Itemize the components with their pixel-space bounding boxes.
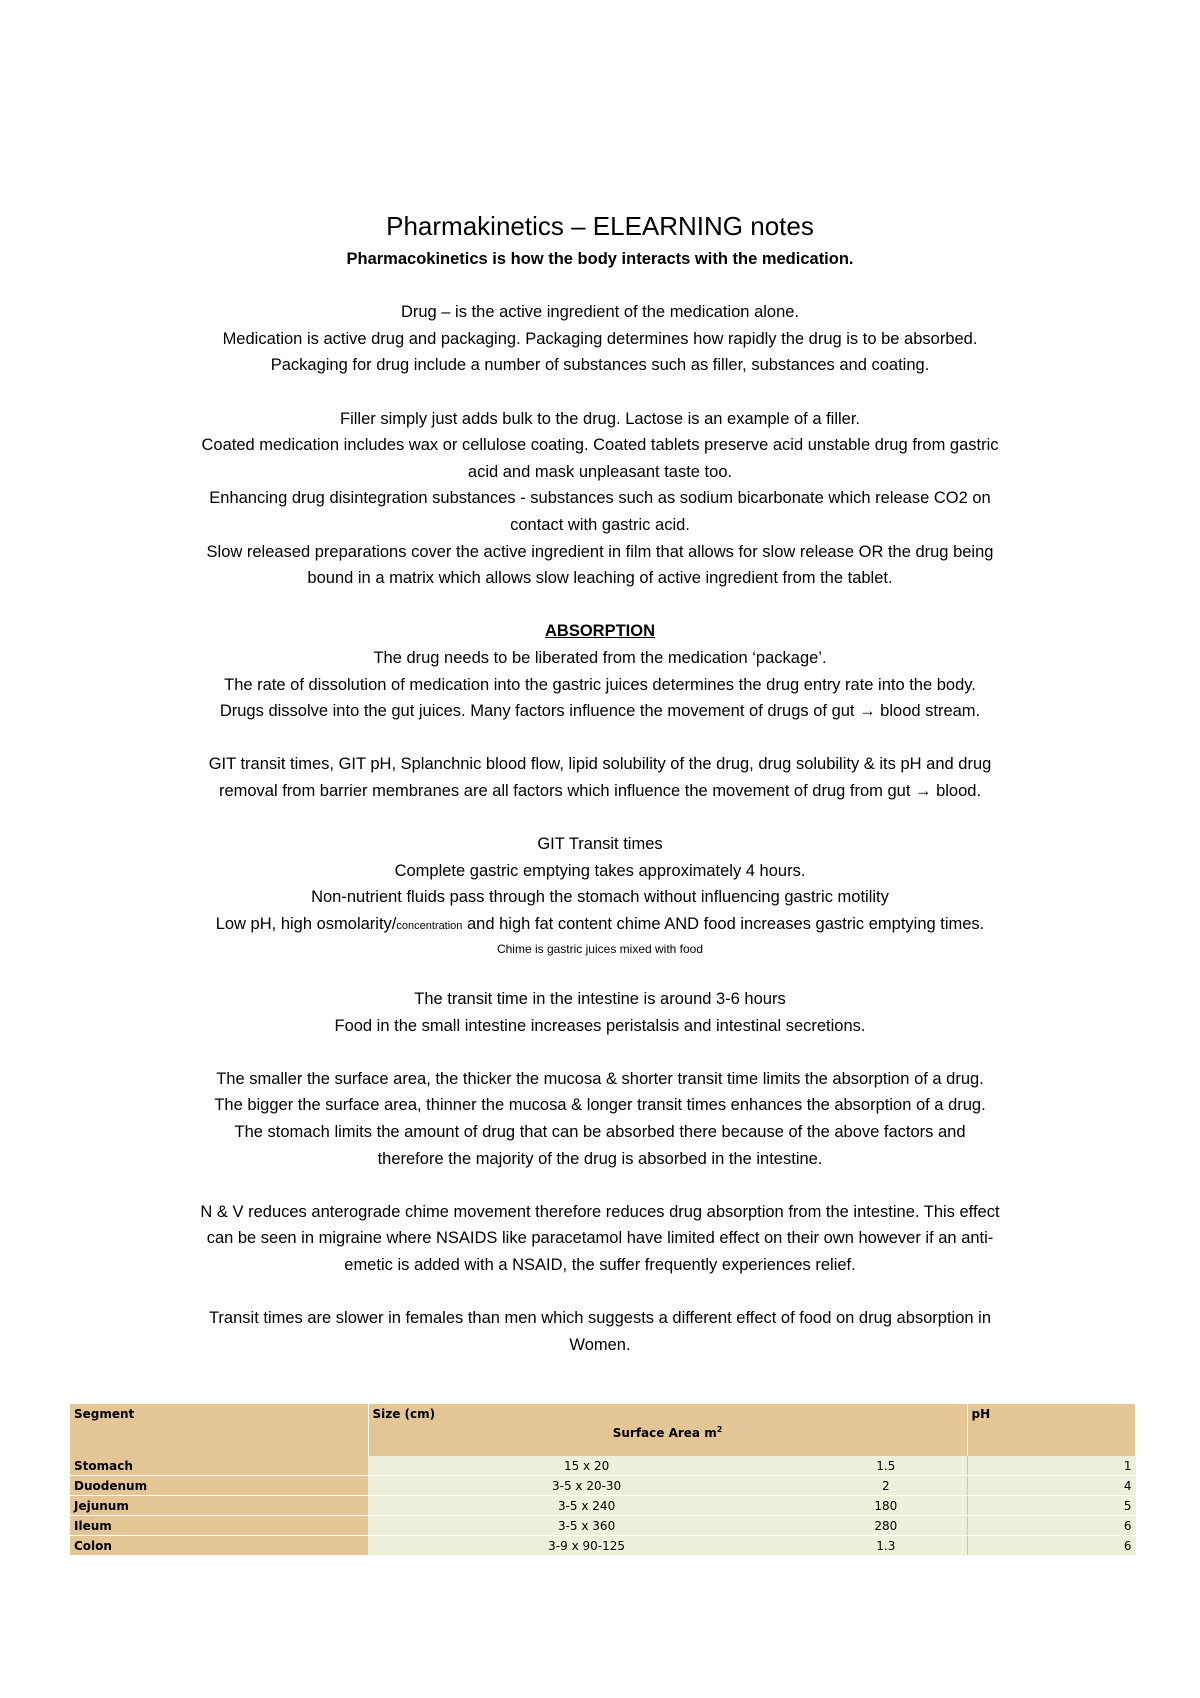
spacer bbox=[140, 725, 1060, 752]
intro-line: Pharmacokinetics is how the body interacts with the medication. bbox=[346, 250, 854, 268]
cell-size: 3-5 x 20-30 bbox=[368, 1476, 805, 1496]
header-area-sup: 2 bbox=[716, 1425, 723, 1434]
transit-text: Low pH, high osmolarity/ bbox=[215, 914, 397, 933]
table-row bbox=[70, 1516, 1136, 1536]
chime-note: Chime is gastric juices mixed with food bbox=[496, 942, 704, 957]
drug-line: Packaging for drug include a number of substances such as filler, substances and coating. bbox=[270, 356, 930, 375]
absorption-heading: ABSORPTION bbox=[544, 622, 655, 641]
table-row bbox=[70, 1476, 1136, 1496]
spacer bbox=[140, 1172, 1060, 1199]
surface-line: The smaller the surface area, the thicker the mucosa & shorter transit time limits the absorption of a drug. bbox=[216, 1069, 984, 1088]
cell-segment: Jejunum bbox=[70, 1496, 368, 1516]
transit-line bbox=[140, 911, 1060, 940]
cell-segment: Ileum bbox=[70, 1516, 368, 1536]
surface-line: The stomach limits the amount of drug that can be absorbed there because of the above factors and bbox=[234, 1123, 966, 1141]
cell-ph: 4 bbox=[967, 1476, 1136, 1496]
cell-segment: Stomach bbox=[70, 1456, 368, 1476]
cell-ph: 6 bbox=[967, 1536, 1136, 1556]
factors-line: removal from barrier membranes are all factors which influence the movement of drug from gut → blood. bbox=[218, 781, 982, 800]
spacer bbox=[140, 959, 1060, 986]
gender-line: Women. bbox=[569, 1335, 631, 1354]
cell-ph: 5 bbox=[967, 1496, 1136, 1516]
cell-segment: Colon bbox=[70, 1536, 368, 1556]
cell-ph: 1 bbox=[967, 1456, 1136, 1476]
table-row bbox=[70, 1536, 1136, 1556]
header-area-label: Surface Area m bbox=[612, 1426, 717, 1440]
filler-line: contact with gastric acid. bbox=[510, 515, 690, 534]
nv-line: can be seen in migraine where NSAIDS like paracetamol have limited effect on their own however if an anti- bbox=[206, 1229, 994, 1248]
spacer bbox=[140, 379, 1060, 406]
intestine-line: The transit time in the intestine is around 3-6 hours bbox=[414, 990, 786, 1009]
table-header-row bbox=[70, 1404, 1136, 1456]
table-row bbox=[70, 1496, 1136, 1516]
header-ph: pH bbox=[967, 1404, 1136, 1456]
filler-line: Filler simply just adds bulk to the drug. Lactose is an example of a filler. bbox=[340, 409, 860, 428]
factors-line: GIT transit times, GIT pH, Splanchnic blood flow, lipid solubility of the drug, drug solubility & its pH and drug bbox=[208, 755, 992, 774]
header-size: Size (cm) bbox=[372, 1407, 436, 1421]
segment-table bbox=[70, 1404, 1136, 1556]
header-area bbox=[373, 1425, 963, 1440]
segment-table-container bbox=[70, 1404, 1136, 1556]
cell-area: 1.3 bbox=[805, 1536, 967, 1556]
surface-line: The bigger the surface area, thinner the mucosa & longer transit times enhances the absorption of a drug. bbox=[214, 1096, 986, 1115]
cell-size: 3-9 x 90-125 bbox=[368, 1536, 805, 1556]
table-row bbox=[70, 1456, 1136, 1476]
cell-size: 3-5 x 240 bbox=[368, 1496, 805, 1516]
cell-area: 2 bbox=[805, 1476, 967, 1496]
cell-size: 3-5 x 360 bbox=[368, 1516, 805, 1536]
filler-line: Coated medication includes wax or cellulose coating. Coated tablets preserve acid unstable drug from gastric bbox=[201, 436, 999, 455]
absorption-line: Drugs dissolve into the gut juices. Many factors influence the movement of drugs of gut → blood stream. bbox=[219, 702, 981, 721]
cell-area: 1.5 bbox=[805, 1456, 967, 1476]
filler-line: bound in a matrix which allows slow leaching of active ingredient from the tablet. bbox=[307, 569, 893, 588]
header-segment: Segment bbox=[70, 1404, 368, 1456]
filler-line: Enhancing drug disintegration substances - substances such as sodium bicarbonate which release CO2 on bbox=[209, 489, 991, 508]
absorption-line: The drug needs to be liberated from the medication ‘package’. bbox=[373, 648, 827, 667]
cell-area: 280 bbox=[805, 1516, 967, 1536]
spacer bbox=[140, 273, 1060, 300]
spacer bbox=[140, 592, 1060, 619]
transit-line: Complete gastric emptying takes approximately 4 hours. bbox=[394, 861, 806, 880]
document-title: Pharmakinetics – ELEARNING notes bbox=[386, 211, 814, 241]
surface-line: therefore the majority of the drug is absorbed in the intestine. bbox=[377, 1149, 823, 1168]
filler-line: Slow released preparations cover the active ingredient in film that allows for slow release OR the drug being bbox=[206, 542, 994, 561]
transit-text: and high fat content chime AND food increases gastric emptying times. bbox=[462, 914, 985, 933]
notes-body bbox=[140, 208, 1060, 1358]
drug-line: Medication is active drug and packaging. Packaging determines how rapidly the drug is to be absorbed. bbox=[222, 329, 978, 348]
spacer bbox=[140, 1039, 1060, 1066]
spacer bbox=[140, 1279, 1060, 1306]
cell-segment: Duodenum bbox=[70, 1476, 368, 1496]
gender-line: Transit times are slower in females than men which suggests a different effect of food on drug absorption in bbox=[208, 1309, 992, 1328]
drug-line: Drug – is the active ingredient of the medication alone. bbox=[400, 303, 800, 322]
filler-line: acid and mask unpleasant taste too. bbox=[467, 462, 733, 481]
transit-heading: GIT Transit times bbox=[537, 835, 663, 854]
cell-area: 180 bbox=[805, 1496, 967, 1516]
header-size-area bbox=[368, 1404, 967, 1456]
nv-line: N & V reduces anterograde chime movement therefore reduces drug absorption from the intestine. This effect bbox=[200, 1202, 1000, 1221]
nv-line: emetic is added with a NSAID, the suffer frequently experiences relief. bbox=[344, 1255, 856, 1274]
cell-size: 15 x 20 bbox=[368, 1456, 805, 1476]
cell-ph: 6 bbox=[967, 1516, 1136, 1536]
intestine-line: Food in the small intestine increases peristalsis and intestinal secretions. bbox=[334, 1016, 866, 1035]
spacer bbox=[140, 804, 1060, 831]
absorption-line: The rate of dissolution of medication into the gastric juices determines the drug entry rate into the body. bbox=[224, 675, 976, 694]
transit-small-text: concentration bbox=[396, 919, 463, 932]
transit-line: Non-nutrient fluids pass through the stomach without influencing gastric motility bbox=[311, 888, 889, 907]
